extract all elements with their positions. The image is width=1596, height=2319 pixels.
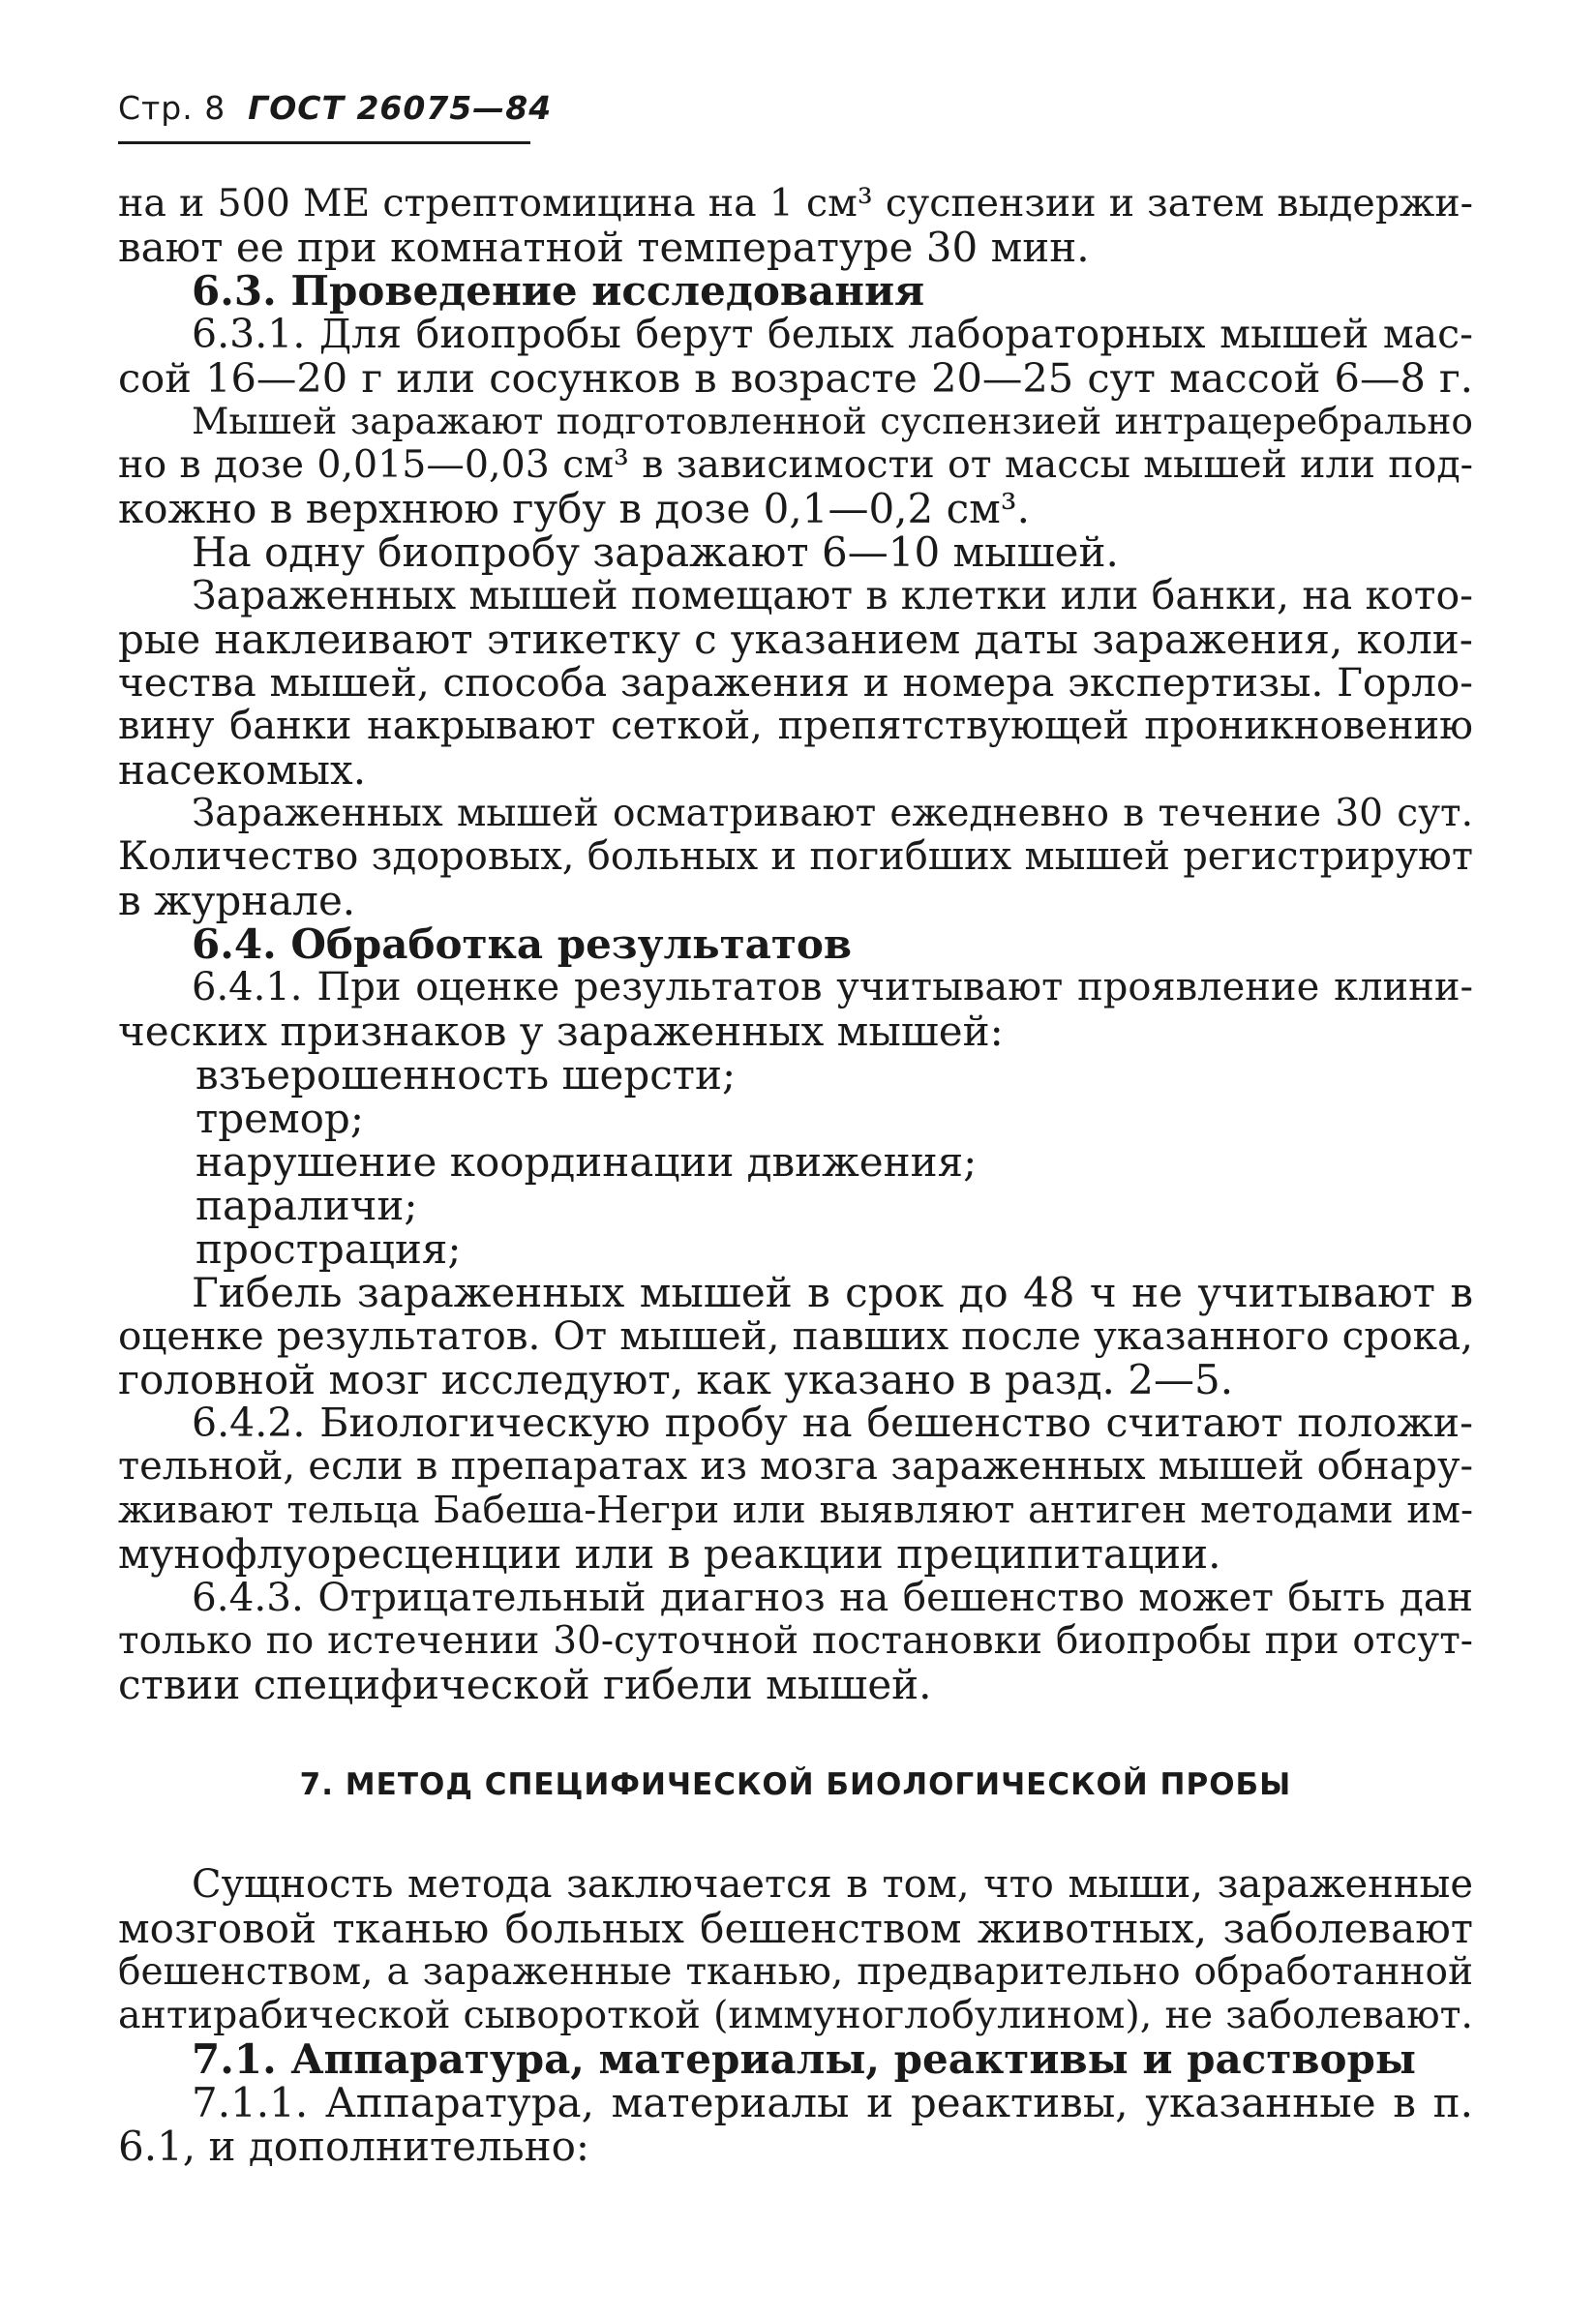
text-line: Гибель зараженных мышей в срок до 48 ч не учитывают в bbox=[192, 1269, 1473, 1316]
text-line: Мышей заражают подготовленной суспензией интрацеребрально bbox=[192, 400, 1473, 442]
section-7-title: 7. МЕТОД СПЕЦИФИЧЕСКОЙ БИОЛОГИЧЕСКОЙ ПРОБЫ bbox=[299, 1767, 1292, 1802]
text-line: на и 500 МЕ стрептомицина на 1 см³ суспензии и затем выдержи- bbox=[118, 181, 1473, 226]
text-line: На одну биопробу заражают 6—10 мышей. bbox=[192, 528, 1119, 576]
text-line: но в дозе 0,015—0,03 см³ в зависимости от массы мышей или под- bbox=[118, 442, 1473, 487]
text-line: живают тельца Бабеша-Негри или выявляют антиген методами им- bbox=[118, 1489, 1473, 1532]
text-line: Количество здоровых, больных и погибших мышей регистрируют bbox=[118, 834, 1473, 879]
text-line: вину банки накрывают сеткой, препятствующей проникновению bbox=[118, 704, 1473, 748]
text-line: в журнале. bbox=[118, 877, 356, 924]
list-item: параличи; bbox=[196, 1182, 418, 1229]
text-line: тельной, если в препаратах из мозга зараженных мышей обнару- bbox=[118, 1444, 1473, 1489]
text-line: 6.4.1. При оценке результатов учитывают проявление клини- bbox=[192, 965, 1473, 1009]
list-item: нарушение координации движения; bbox=[196, 1138, 978, 1186]
text-line: мунофлуоресценции или в реакции преципитации. bbox=[118, 1530, 1221, 1578]
subsection-heading-7-1: 7.1. Аппаратура, материалы, реактивы и растворы bbox=[192, 2035, 1417, 2083]
text-line: антирабической сывороткой (иммуноглобулином), не заболевают. bbox=[118, 1993, 1473, 2037]
text-line: рые наклеивают этикетку с указанием даты заражения, коли- bbox=[118, 616, 1473, 663]
list-item: тремор; bbox=[196, 1095, 364, 1142]
subsection-heading-6-4: 6.4. Обработка результатов bbox=[192, 920, 853, 968]
text-line: сой 16—20 г или сосунков в возрасте 20—25 сут массой 6—8 г. bbox=[118, 354, 1473, 402]
header-rule bbox=[118, 141, 530, 144]
page-header bbox=[118, 89, 552, 127]
text-line: мозговой тканью больных бешенством животных, заболевают bbox=[118, 1905, 1473, 1952]
page-number: Стр. 8 bbox=[118, 89, 226, 127]
document-code: ГОСТ 26075—84 bbox=[248, 89, 553, 127]
text-line: 6.1, и дополнительно: bbox=[118, 2123, 589, 2170]
text-line: Зараженных мышей осматривают ежедневно в течение 30 сут. bbox=[192, 792, 1473, 835]
document-body bbox=[118, 182, 1473, 2168]
text-line: 6.3.1. Для биопробы берут белых лабораторных мышей мас- bbox=[192, 311, 1473, 357]
text-line: 6.4.2. Биологическую пробу на бешенство считают положи- bbox=[192, 1400, 1473, 1446]
text-line: оценке результатов. От мышей, павших после указанного срока, bbox=[118, 1312, 1473, 1359]
list-item: прострация; bbox=[196, 1225, 462, 1273]
text-line: вают ее при комнатной температуре 30 мин. bbox=[118, 224, 1090, 271]
text-line: бешенством, а зараженные тканью, предварительно обработанной bbox=[118, 1950, 1473, 1994]
text-line: ческих признаков у зараженных мышей: bbox=[118, 1008, 1004, 1055]
text-line: 6.4.3. Отрицательный диагноз на бешенство может быть дан bbox=[192, 1574, 1473, 1620]
text-line: чества мышей, способа заражения и номера экспертизы. Горло- bbox=[118, 659, 1473, 706]
subsection-heading-6-3: 6.3. Проведение исследования bbox=[192, 267, 925, 315]
text-line: ствии специфической гибели мышей. bbox=[118, 1661, 932, 1708]
text-line: кожно в верхнюю губу в дозе 0,1—0,2 см³. bbox=[118, 485, 1030, 532]
text-line: головной мозг исследуют, как указано в разд. 2—5. bbox=[118, 1356, 1234, 1403]
text-line: Зараженных мышей помещают в клетки или банки, на кото- bbox=[192, 572, 1473, 618]
text-line: 7.1.1. Аппаратура, материалы и реактивы, указанные в п. bbox=[192, 2079, 1473, 2126]
text-line: только по истечении 30-суточной постановки биопробы при отсут- bbox=[118, 1619, 1473, 1663]
text-line: Сущность метода заключается в том, что мыши, зараженные bbox=[192, 1862, 1473, 1907]
text-line: насекомых. bbox=[118, 746, 367, 794]
list-item: взъерошенность шерсти; bbox=[196, 1051, 737, 1099]
